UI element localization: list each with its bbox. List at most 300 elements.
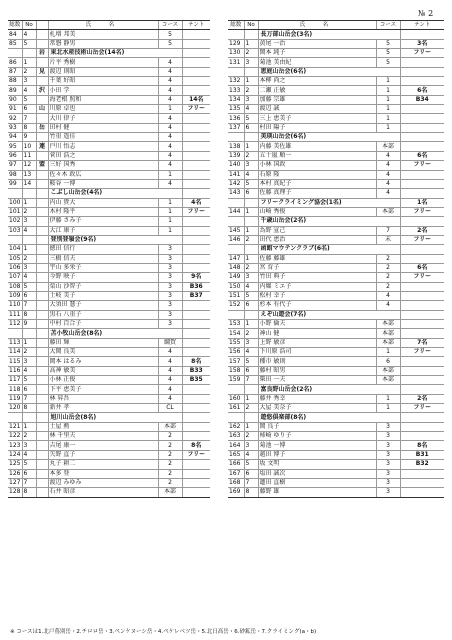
member-course: 3 (158, 273, 182, 282)
roster-table-right (228, 20, 444, 498)
side-label: 見 (36, 67, 48, 76)
member-name: 上野 敏彦 (258, 338, 376, 347)
member-course: 2 (376, 282, 400, 291)
member-course: 本部 (376, 329, 400, 338)
tent-info (400, 114, 444, 123)
member-name: 杉本 有代子 (258, 301, 376, 310)
tent-info (400, 385, 444, 394)
member-course: 1 (376, 77, 400, 86)
group-title: こぶし山岳会(4名) (48, 189, 182, 198)
tent-info: 9名 (182, 273, 210, 282)
member-course: 4 (376, 179, 400, 188)
member-name: 三上 恵美子 (258, 114, 376, 123)
member-row (8, 469, 210, 478)
member-row (228, 488, 444, 497)
row-no: 4 (244, 450, 258, 459)
row-no: 5 (244, 114, 258, 123)
member-name: 岡 良子 (258, 422, 376, 431)
row-no: 3 (244, 338, 258, 347)
member-course: 本部 (376, 338, 400, 347)
tent-info: 3名 (400, 39, 444, 48)
row-no: 2 (22, 348, 36, 357)
side-label: 盟 (36, 161, 48, 170)
side-label (36, 338, 48, 347)
row-seq: 100 (9, 198, 21, 206)
row-seq: 155 (228, 338, 244, 347)
row-seq (8, 49, 22, 58)
member-course: 2 (158, 469, 182, 478)
row-seq: 116 (9, 366, 21, 374)
row-no (22, 189, 36, 198)
tent-info (400, 123, 444, 132)
row-no (22, 235, 36, 244)
member-name: 鞍谷 一博 (48, 179, 158, 188)
tent-info (182, 30, 210, 39)
member-name: 戸川 悟志 (48, 142, 158, 151)
side-label (36, 151, 48, 160)
row-seq: 132 (228, 77, 244, 86)
group-row (228, 67, 444, 76)
row-seq: 106 (9, 264, 21, 272)
side-label (36, 366, 48, 375)
member-course: 4 (158, 114, 182, 123)
side-label (36, 301, 48, 310)
member-row (228, 123, 444, 132)
member-course: 本部 (158, 488, 182, 497)
group-title: 登別登嶺会(9名) (48, 235, 182, 244)
member-row (228, 161, 444, 170)
member-course: 1 (376, 114, 400, 123)
member-row (228, 170, 444, 179)
row-no: 4 (244, 105, 258, 114)
row-no: 1 (244, 320, 258, 329)
tent-info (182, 432, 210, 441)
tent-info (182, 338, 210, 347)
member-row (8, 226, 210, 235)
row-seq: 119 (9, 394, 21, 402)
tent-info: B34 (400, 95, 444, 104)
group-title: 長万部山岳会(3名) (258, 30, 400, 39)
row-no: 5 (244, 357, 258, 366)
row-no: 2 (244, 151, 258, 160)
member-row (228, 254, 444, 263)
tent-info (182, 404, 210, 413)
tent-info: B32 (400, 460, 444, 469)
tent-info (400, 105, 444, 114)
member-name: 藤井 秀幸 (258, 394, 376, 403)
row-seq: 143 (228, 189, 244, 198)
member-name: 村田 陽子 (258, 123, 376, 132)
header-side (36, 21, 48, 30)
row-no: 8 (22, 488, 36, 497)
row-seq: 107 (9, 273, 21, 281)
row-no: 5 (244, 460, 258, 469)
member-course: 4 (158, 151, 182, 160)
row-seq (228, 413, 244, 422)
side-label (36, 273, 48, 282)
row-no: 8 (22, 404, 36, 413)
row-no: 4 (22, 226, 36, 235)
member-row (228, 142, 444, 151)
member-course: 4 (376, 170, 400, 179)
member-row (8, 198, 210, 207)
member-name: 石原 隆 (258, 170, 376, 179)
tent-info (182, 226, 210, 235)
member-name: 今野 映子 (48, 273, 158, 282)
row-no: 3 (244, 58, 258, 67)
row-no: 1 (244, 226, 258, 235)
member-row (228, 189, 444, 198)
tent-info (182, 151, 210, 160)
member-row (8, 385, 210, 394)
member-name: 塩田 誠次 (258, 469, 376, 478)
side-label (36, 39, 48, 48)
group-row (228, 245, 444, 254)
row-seq (8, 413, 22, 422)
member-row (8, 394, 210, 403)
member-row (8, 30, 210, 39)
row-no: 3 (22, 357, 36, 366)
member-row (8, 310, 210, 319)
row-no: 3 (244, 273, 258, 282)
row-no: 2 (244, 329, 258, 338)
row-seq: 141 (228, 170, 244, 179)
tent-info: 7名 (400, 338, 444, 347)
group-row (8, 49, 210, 58)
member-course: 4 (158, 67, 182, 76)
member-course: 3 (158, 282, 182, 291)
member-row (228, 207, 444, 216)
member-row (8, 207, 210, 216)
row-no: 7 (22, 394, 36, 403)
member-row (228, 77, 444, 86)
row-seq: 150 (228, 282, 244, 291)
member-name: 菊池 一博 (258, 441, 376, 450)
row-no: 8 (22, 310, 36, 319)
row-no: 7 (22, 114, 36, 123)
member-name: 黒石 八重子 (48, 310, 158, 319)
member-row (8, 478, 210, 487)
tent-info (400, 413, 444, 422)
member-row (228, 86, 444, 95)
member-name: 種市 敏則 (258, 357, 376, 366)
member-name: 渡辺 誠 (258, 105, 376, 114)
member-name: 本多 登 (48, 469, 158, 478)
member-course: 本部 (376, 376, 400, 385)
member-name: 藤村 昭男 (258, 366, 376, 375)
row-seq: 109 (9, 292, 21, 300)
row-no: 1 (244, 254, 258, 263)
member-row (228, 422, 444, 431)
tent-info (182, 67, 210, 76)
member-row (8, 404, 210, 413)
side-label (36, 385, 48, 394)
member-row (8, 273, 210, 282)
row-seq (8, 235, 22, 244)
member-row (8, 263, 210, 272)
member-course: 1 (376, 123, 400, 132)
row-no: 4 (22, 450, 36, 459)
member-row (8, 348, 210, 357)
member-course: 2 (158, 441, 182, 450)
tent-info: B33 (182, 366, 210, 375)
side-label (36, 217, 48, 226)
member-name: 内堀 ミエ子 (258, 282, 376, 291)
row-seq: 134 (228, 95, 244, 104)
tent-info (182, 263, 210, 272)
row-no (22, 49, 36, 58)
group-row (8, 329, 210, 338)
member-row (8, 432, 210, 441)
tent-info: フリー (400, 49, 444, 58)
row-seq: 168 (228, 478, 244, 487)
group-title: 苫小牧山岳会(8名) (48, 329, 182, 338)
row-no (22, 329, 36, 338)
tent-info: フリー (400, 207, 444, 216)
member-row (228, 404, 444, 413)
member-course: 5 (376, 58, 400, 67)
row-no: 5 (244, 179, 258, 188)
row-seq (228, 245, 244, 254)
member-row (8, 133, 210, 142)
side-label (36, 310, 48, 319)
member-course: 1 (376, 394, 400, 403)
tent-info (182, 348, 210, 357)
row-seq: 129 (228, 39, 244, 48)
row-no: 2 (244, 432, 258, 441)
tent-info (182, 235, 210, 244)
row-no: 2 (22, 207, 36, 216)
row-seq: 105 (9, 254, 21, 262)
member-course: 4 (158, 77, 182, 86)
row-no: 4 (22, 366, 36, 375)
group-row (228, 217, 444, 226)
tent-info: 4名 (182, 198, 210, 207)
group-title: 東北水産技術山岳会(14名) (48, 49, 182, 58)
side-label (36, 422, 48, 431)
row-seq: 140 (228, 161, 244, 170)
row-seq: 137 (228, 123, 244, 132)
member-row (8, 86, 210, 95)
page-number: № 2 (418, 9, 434, 18)
row-no: 4 (22, 273, 36, 282)
tent-info (182, 413, 210, 422)
row-no: 2 (244, 263, 258, 272)
member-name: 宮 育子 (258, 263, 376, 272)
row-seq: 89 (8, 86, 22, 95)
tent-info: B37 (182, 291, 210, 300)
tent-info (182, 114, 210, 123)
member-name: 土屋 勲 (48, 422, 158, 431)
tent-info (400, 282, 444, 291)
member-row (228, 432, 444, 441)
row-seq: 142 (228, 179, 244, 188)
row-no: 6 (244, 301, 258, 310)
row-seq: 135 (228, 105, 244, 114)
row-seq: 149 (228, 273, 244, 282)
side-label (36, 282, 48, 291)
row-no: 1 (22, 245, 36, 254)
member-row (8, 67, 210, 76)
row-no: 6 (244, 123, 258, 132)
member-name: 本村 真紀子 (258, 179, 376, 188)
tent-info: 6名 (400, 263, 444, 272)
member-course: 4 (158, 123, 182, 132)
tent-info (182, 133, 210, 142)
member-row (8, 254, 210, 263)
header-seq: 総数 (9, 22, 21, 29)
row-no: 11 (22, 151, 36, 160)
tent-info (400, 217, 444, 226)
row-no: 5 (22, 460, 36, 469)
tent-info (400, 422, 444, 431)
member-name: 越田 博子 (258, 450, 376, 459)
member-course: 2 (158, 460, 182, 469)
row-seq: 118 (9, 385, 21, 393)
row-no: 6 (244, 189, 258, 198)
row-no: 12 (22, 161, 36, 170)
side-label (36, 460, 48, 469)
side-label (36, 30, 48, 39)
member-row (228, 226, 444, 235)
member-name: 常磐 静男 (48, 39, 158, 48)
member-name: 片平 秀樹 (48, 58, 158, 67)
member-course: 1 (158, 207, 182, 216)
member-course: 3 (158, 245, 182, 254)
row-seq: 127 (9, 479, 21, 487)
row-no: 3 (244, 441, 258, 450)
member-course: 4 (158, 348, 182, 357)
row-no (244, 245, 258, 254)
row-seq: 85 (8, 39, 22, 48)
row-no (244, 30, 258, 39)
side-label (36, 320, 48, 329)
member-row (8, 95, 210, 104)
member-name: 藤田 輝 (48, 338, 158, 347)
member-course: 3 (158, 310, 182, 319)
tent-info: 8名 (182, 357, 210, 366)
member-course: 3 (376, 488, 400, 497)
row-seq: 101 (9, 208, 21, 216)
side-label (36, 291, 48, 300)
member-row (8, 114, 210, 123)
row-seq: 112 (9, 320, 21, 328)
member-course: 5 (376, 39, 400, 48)
tent-info (182, 254, 210, 263)
row-seq: 139 (228, 151, 244, 160)
member-course: 4 (158, 142, 182, 151)
tent-info: 2名 (400, 394, 444, 403)
member-name: 徳田 信行 (48, 245, 158, 254)
member-row (228, 320, 444, 329)
tent-info (182, 49, 210, 58)
tent-info: フリー (182, 105, 210, 114)
row-no: 9 (22, 320, 36, 329)
tent-info (182, 39, 210, 48)
row-seq: 123 (9, 441, 21, 449)
member-course: 5 (376, 49, 400, 58)
side-label (36, 170, 48, 179)
member-course: 3 (158, 254, 182, 263)
member-name: 神山 健 (258, 329, 376, 338)
side-label: 岳 (36, 123, 48, 132)
side-label (36, 348, 48, 357)
row-seq: 130 (228, 49, 244, 58)
member-course: 3 (158, 320, 182, 329)
group-row (8, 189, 210, 198)
row-seq: 88 (8, 77, 22, 86)
member-course: 4 (158, 161, 182, 170)
member-name: 丸子 耕二 (48, 460, 158, 469)
side-label: 連 (36, 142, 48, 151)
row-no: 9 (22, 133, 36, 142)
member-row (228, 179, 444, 188)
row-no: 14 (22, 179, 36, 188)
member-row (228, 469, 444, 478)
tent-info: 8名 (400, 441, 444, 450)
row-seq: 146 (228, 235, 244, 244)
group-row (228, 310, 444, 319)
member-course: 綱賀 (158, 338, 182, 347)
member-course: 4 (158, 58, 182, 67)
tent-info: 6名 (400, 86, 444, 95)
row-seq: 164 (228, 441, 244, 450)
member-row (8, 301, 210, 310)
row-seq: 160 (228, 394, 244, 403)
header-name: 氏 名 (48, 21, 158, 30)
member-row (8, 320, 210, 329)
side-label (36, 95, 48, 104)
row-seq: 133 (228, 86, 244, 95)
side-label (36, 245, 48, 254)
tent-info (400, 488, 444, 497)
member-course: 本部 (376, 366, 400, 375)
tent-info (400, 189, 444, 198)
member-name: 大江 康子 (48, 226, 158, 235)
row-no: 5 (22, 376, 36, 385)
tent-info: 2名 (400, 226, 444, 235)
member-course: 4 (158, 133, 182, 142)
group-title: 遊悠倶楽部(8名) (258, 413, 400, 422)
member-course: 7 (376, 226, 400, 235)
member-name: 下川原 浩司 (258, 348, 376, 357)
member-row (228, 95, 444, 104)
row-seq: 157 (228, 357, 244, 366)
member-course: 2 (376, 273, 400, 282)
tent-info (182, 469, 210, 478)
member-name: 札増 邦美 (48, 30, 158, 39)
tent-info: 14名 (182, 95, 210, 104)
member-row (228, 263, 444, 272)
row-no: 6 (22, 385, 36, 394)
row-no (22, 413, 36, 422)
tent-info (182, 170, 210, 179)
member-row (8, 245, 210, 254)
group-title: えぞ山遊会(7名) (258, 310, 400, 319)
member-course: 3 (376, 432, 400, 441)
row-seq: 148 (228, 263, 244, 272)
row-no: 1 (22, 58, 36, 67)
member-course: 4 (158, 179, 182, 188)
member-row (8, 422, 210, 431)
group-title: 函館マウテンクラブ(6名) (258, 245, 400, 254)
row-seq: 151 (228, 291, 244, 300)
row-seq: 156 (228, 348, 244, 357)
member-name: 千葉 好昭 (48, 77, 158, 86)
tent-info (400, 357, 444, 366)
row-no: 2 (244, 49, 258, 58)
side-label (36, 394, 48, 403)
